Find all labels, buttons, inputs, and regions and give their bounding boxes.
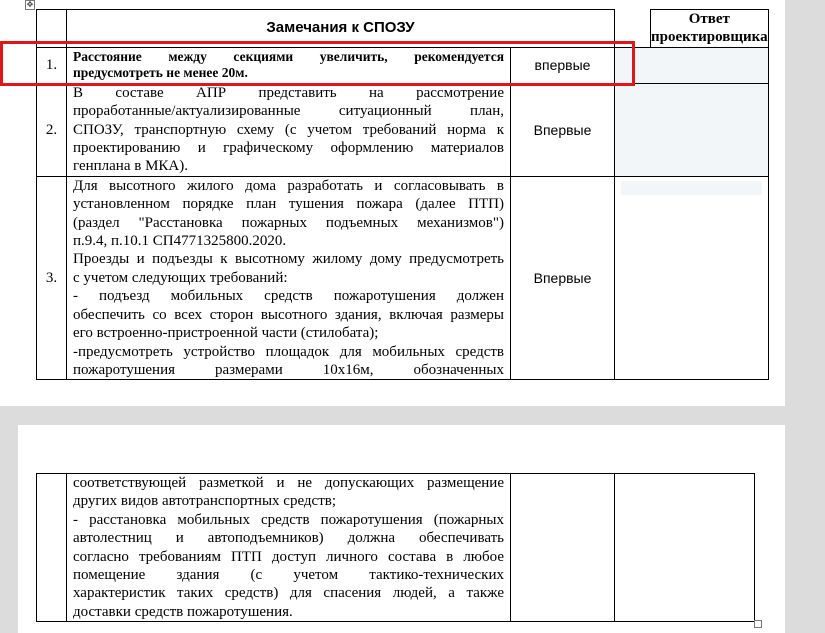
remark-line: предусмотреть не менее 20м. xyxy=(73,65,248,81)
remark-line: согласно требованиям ПТП доступ личного состава в любое xyxy=(73,548,504,565)
header-answer-line2: проектировщика xyxy=(651,29,768,46)
remark-text[interactable] xyxy=(67,83,511,176)
remark-line: -предусмотреть устройство площадок для мобильных средств xyxy=(73,343,504,360)
status-cell[interactable]: впервые xyxy=(511,47,615,83)
answer-cell[interactable] xyxy=(615,176,769,379)
remark-line: - расстановка мобильных средств пожаротушения (пожарных xyxy=(73,511,504,528)
remark-line: доставки средств пожаротушения. xyxy=(73,603,293,620)
status-cell[interactable]: Впервые xyxy=(511,83,615,176)
header-answer-cell xyxy=(651,10,769,48)
header-answer-line1: Ответ xyxy=(688,11,730,27)
remarks-table xyxy=(36,9,769,380)
table-resize-handle-icon[interactable] xyxy=(754,620,762,628)
row-number: 2. xyxy=(37,83,67,176)
remark-line: В составе АПР представить на рассмотрение xyxy=(73,84,504,101)
remark-line: проектированию и графическому оформлению материалов xyxy=(73,140,504,157)
status-cell[interactable]: Впервые xyxy=(511,176,615,379)
remark-line: - подъезд мобильных средств пожаротушения должен xyxy=(73,288,504,305)
answer-cell[interactable] xyxy=(615,47,769,83)
table-move-handle-icon[interactable]: ✥ xyxy=(26,0,34,9)
table-row xyxy=(37,176,769,379)
table-header-row xyxy=(37,10,769,48)
remarks-table-continuation xyxy=(36,473,755,622)
remark-line: установленном порядке план тушения пожара (далее ПТП) xyxy=(73,196,504,213)
remark-line: автолестниц и автоподъемников) должна обеспечивать xyxy=(73,530,504,547)
remark-line: обеспечить со всех сторон высотного здания, включая размеры xyxy=(73,306,504,323)
remark-line: его встроенно-пристроенной части (стилобата); xyxy=(73,325,379,342)
answer-cell[interactable] xyxy=(615,474,755,622)
table-row xyxy=(37,83,769,176)
header-gap-cell xyxy=(615,10,651,48)
remark-line: с учетом следующих требований: xyxy=(73,269,288,286)
remark-line: Расстояние между секциями увеличить, рекомендуется xyxy=(73,49,504,65)
remark-line: СПОЗУ, транспортную схему (с учетом требований норма к xyxy=(73,121,504,138)
remark-line: Для высотного жилого дома разработать и согласовывать в xyxy=(73,177,504,194)
remark-text[interactable] xyxy=(67,176,511,379)
row-number: 3. xyxy=(37,176,67,379)
remark-text[interactable] xyxy=(67,47,511,83)
answer-placeholder xyxy=(621,181,762,195)
remark-text-continued[interactable] xyxy=(67,474,511,622)
header-num-cell xyxy=(37,10,67,48)
remark-line: характеристик таких средств) для спасения людей, а также xyxy=(73,585,504,602)
row-number xyxy=(37,474,67,622)
remark-line: п.9.4, п.10.1 СП4771325800.2020. xyxy=(73,233,287,250)
remark-line: соответствующей разметкой и не допускающих размещение xyxy=(73,475,504,491)
remark-line: (раздел "Расстановка пожарных подъемных механизмов") xyxy=(73,214,504,231)
remark-line: генплана в МКА). xyxy=(73,158,188,175)
table-row xyxy=(37,47,769,83)
remark-line: проработанные/актуализированные ситуационный план, xyxy=(73,103,504,120)
row-number: 1. xyxy=(37,47,67,83)
answer-cell[interactable] xyxy=(615,83,769,176)
remark-line: пожаротушения размерами 10х16м, обозначенных xyxy=(73,361,504,378)
table-row xyxy=(37,474,755,622)
remark-line: Проезды и подъезды к высотному жилому дому предусмотреть xyxy=(73,251,504,268)
remark-line: других видов автотранспортных средств; xyxy=(73,493,336,510)
remark-line: помещение здания (с учетом тактико-технических xyxy=(73,567,504,584)
header-remarks-cell: Замечания к СПОЗУ xyxy=(67,10,615,48)
status-cell[interactable] xyxy=(511,474,615,622)
